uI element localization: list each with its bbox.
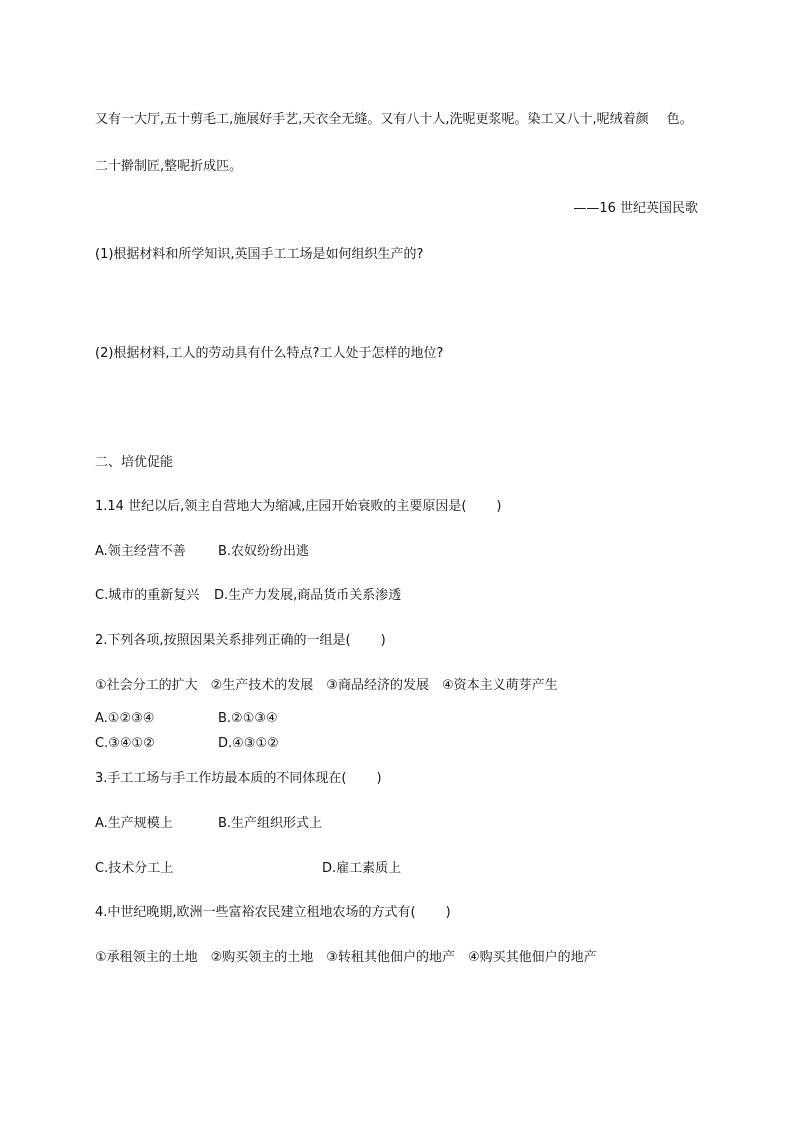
poem-line-2: 二十擀制匠,整呢折成匹。 <box>95 159 243 174</box>
item-3-option-c: C.技术分工上 <box>95 861 174 876</box>
item-3-option-d: D.雇工素质上 <box>322 861 402 876</box>
section-title: 二、培优促能 <box>95 455 174 470</box>
item-2-statements: ①社会分工的扩大 ②生产技术的发展 ③商品经济的发展 ④资本主义萌芽产生 <box>95 678 558 693</box>
item-2-option-b: B.②①③④ <box>218 711 278 726</box>
question-1: (1)根据材料和所学知识,英国手工工场是如何组织生产的? <box>95 247 424 262</box>
item-2-options-cd <box>95 735 279 753</box>
item-3-option-a: A.生产规模上 <box>95 816 173 831</box>
item-1-option-d: D.生产力发展,商品货币关系渗透 <box>214 588 402 603</box>
poem-source: ——16 世纪英国民歌 <box>573 201 698 216</box>
item-3-options-ab <box>95 815 322 833</box>
item-1-option-c: C.城市的重新复兴 <box>95 588 200 603</box>
item-1-option-b: B.农奴纷纷出逃 <box>218 544 310 559</box>
question-2: (2)根据材料,工人的劳动具有什么特点?工人处于怎样的地位? <box>95 346 444 361</box>
item-2-option-d: D.④③①② <box>218 736 279 751</box>
poem-line-1: 又有一大厅,五十剪毛工,施展好手艺,天衣全无缝。又有八十人,洗呢更浆呢。染工又八十,呢绒着颜 色。 <box>95 112 693 127</box>
item-1-options-cd <box>95 587 401 605</box>
item-2-stem: 2.下列各项,按照因果关系排列正确的一组是( ) <box>95 633 386 648</box>
item-3-options-cd <box>95 860 401 878</box>
item-3-option-b: B.生产组织形式上 <box>218 816 323 831</box>
item-3-stem: 3.手工工场与手工作坊最本质的不同体现在( ) <box>95 771 382 786</box>
item-4-statements: ①承租领主的土地 ②购买领主的土地 ③转租其他佃户的地产 ④购买其他佃户的地产 <box>95 950 597 965</box>
item-4-stem: 4.中世纪晚期,欧洲一些富裕农民建立租地农场的方式有( ) <box>95 905 451 920</box>
item-2-option-c: C.③④①② <box>95 736 155 751</box>
item-1-stem: 1.14 世纪以后,领主自营地大为缩减,庄园开始衰败的主要原因是( ) <box>95 499 502 514</box>
item-1-option-a: A.领主经营不善 <box>95 544 186 559</box>
item-2-option-a: A.①②③④ <box>95 711 155 726</box>
item-2-options-ab <box>95 710 278 728</box>
item-1-options-ab <box>95 543 309 561</box>
